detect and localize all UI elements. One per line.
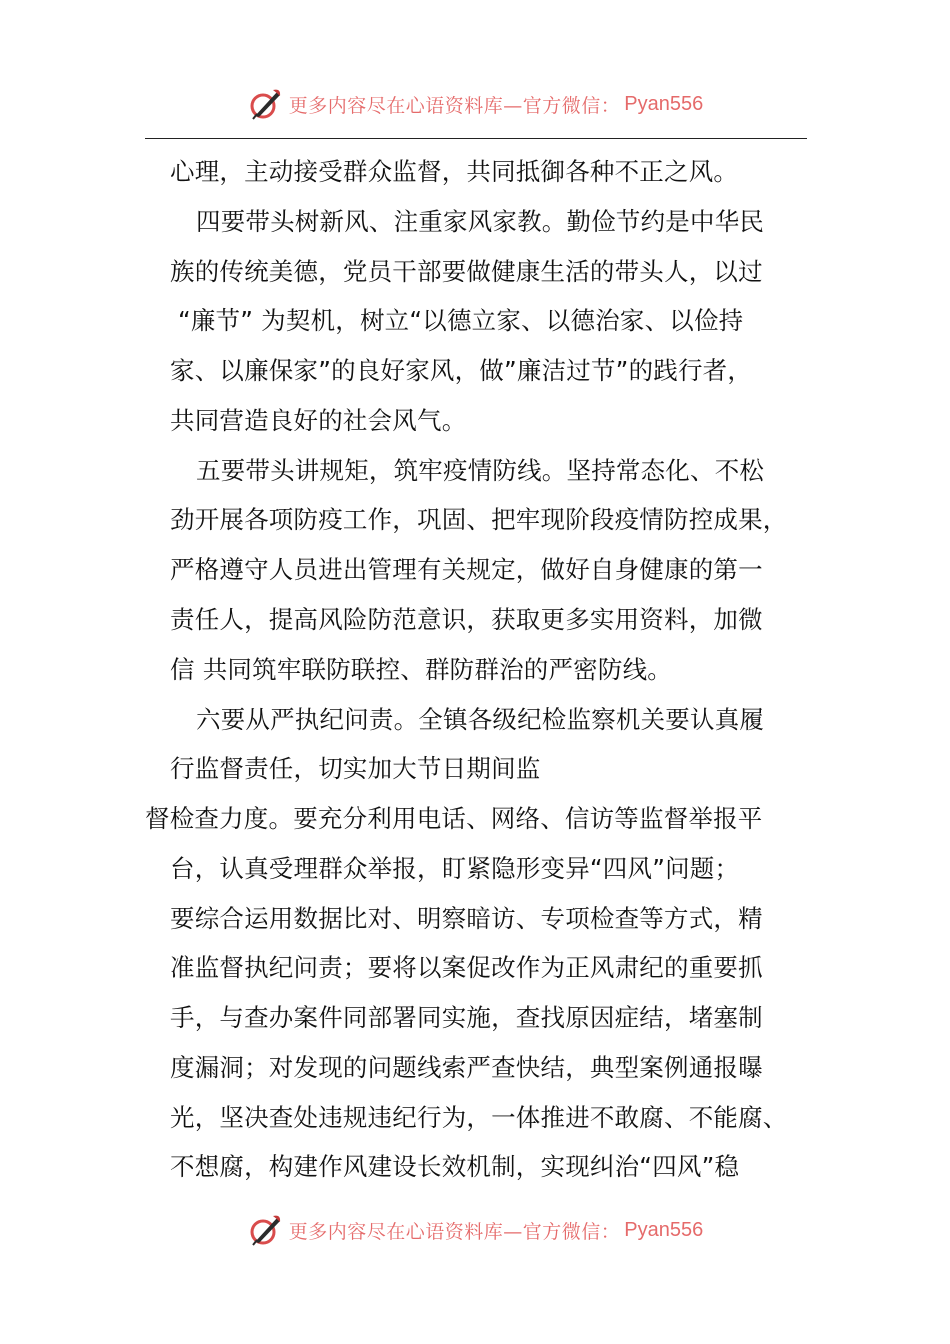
watermark-id: Pyan556	[624, 1218, 704, 1241]
header-watermark	[0, 84, 950, 124]
body-line: 五要带头讲规矩，筑牢疫情防线。坚持常态化、不松	[196, 456, 765, 485]
quill-logo-icon	[247, 1212, 283, 1248]
body-line: 劲开展各项防疫工作，巩固、把牢现阶段疫情防控成果，	[170, 505, 788, 534]
body-line: 四要带头树新风、注重家风家教。勤俭节约是中华民	[196, 207, 765, 236]
body-line: 家、以廉保家”的良好家风，做”廉洁过节”的践行者，	[170, 356, 753, 385]
quill-logo-icon	[247, 86, 283, 122]
body-line: 严格遵守人员进出管理有关规定，做好自身健康的第一	[170, 555, 763, 584]
body-line: 行监督责任，切实加大节日期间监	[170, 754, 541, 783]
body-line: “廉节” 为契机，树立“以德立家、以德治家、以俭持	[178, 306, 744, 335]
body-line: 台，认真受理群众举报，盯紧隐形变异“四风”问题；	[170, 854, 740, 883]
body-line: 手，与查办案件同部署同实施，查找原因症结，堵塞制	[170, 1003, 763, 1032]
body-line: 心理，主动接受群众监督，共同抵御各种不正之风。	[170, 157, 739, 186]
watermark-text: 更多内容尽在心语资料库—官方微信：	[288, 94, 621, 117]
footer-watermark	[0, 1210, 950, 1250]
body-line: 责任人，提高风险防范意识，获取更多实用资料，加微	[170, 605, 763, 634]
watermark-id: Pyan556	[624, 92, 704, 115]
header-divider	[145, 138, 807, 139]
body-line: 度漏洞；对发现的问题线索严查快结，典型案例通报曝	[170, 1053, 763, 1082]
body-line: 共同营造良好的社会风气。	[170, 406, 467, 435]
body-line: 信 共同筑牢联防联控、群防群治的严密防线。	[170, 655, 672, 684]
body-line: 不想腐，构建作风建设长效机制，实现纠治“四风”稳	[170, 1152, 740, 1181]
body-line: 族的传统美德，党员干部要做健康生活的带头人，以过	[170, 257, 763, 286]
body-line: 准监督执纪问责；要将以案促改作为正风肃纪的重要抓	[170, 953, 763, 982]
body-line: 要综合运用数据比对、明察暗访、专项检查等方式，精	[170, 904, 763, 933]
watermark-text: 更多内容尽在心语资料库—官方微信：	[288, 1220, 621, 1243]
body-line: 光，坚决查处违规违纪行为，一体推进不敢腐、不能腐、	[170, 1103, 788, 1132]
body-line: 六要从严执纪问责。全镇各级纪检监察机关要认真履	[196, 705, 765, 734]
body-line: 督检查力度。要充分利用电话、网络、信访等监督举报平	[145, 804, 763, 833]
